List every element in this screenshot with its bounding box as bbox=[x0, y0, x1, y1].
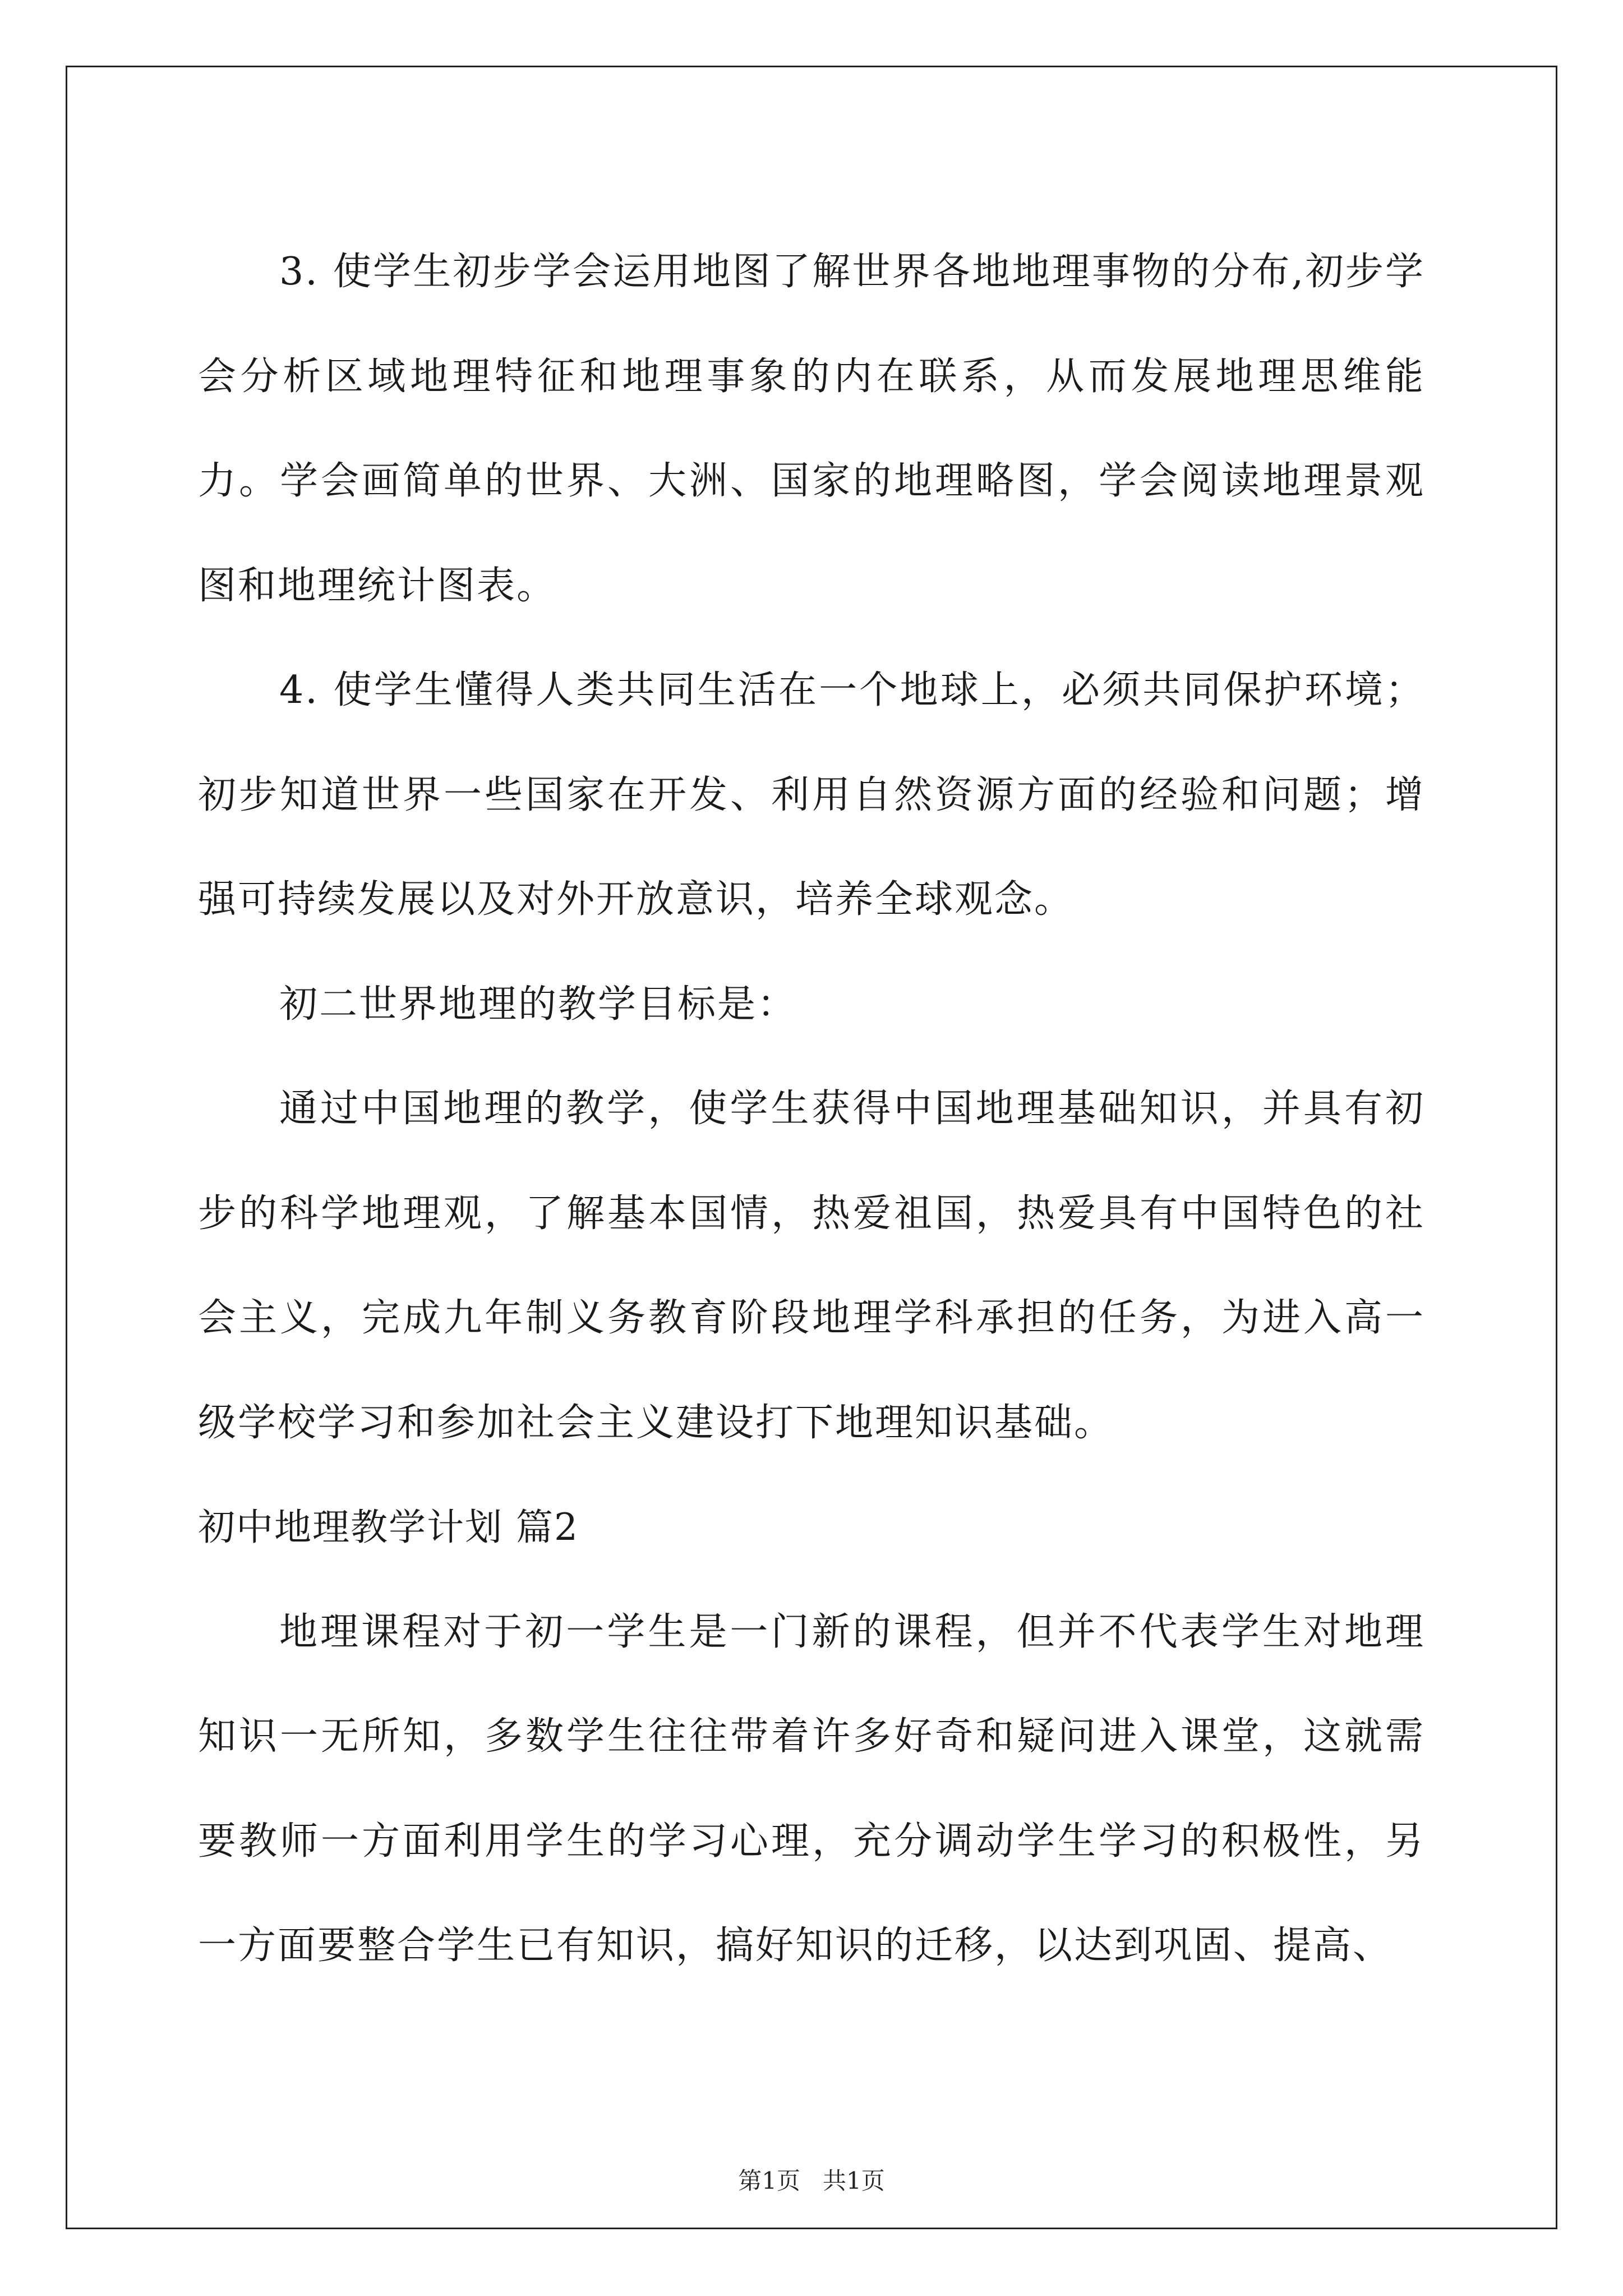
paragraph-course-intro: 地理课程对于初一学生是一门新的课程，但并不代表学生对地理知识一无所知，多数学生往往带着许多好奇和疑问进入课堂，这就需要教师一方面利用学生的学习心理，充分调动学生学习的积极性，另一方面要整合学生已有知识，搞好知识的迁移，以达到巩固、提高、 bbox=[198, 1609, 1425, 1968]
page-number-current: 第1页 bbox=[738, 2167, 800, 2194]
paragraph-objective-4: 4. 使学生懂得人类共同生活在一个地球上，必须共同保护环境；初步知道世界一些国家在开发、利用自然资源方面的经验和问题；增强可持续发展以及对外开放意识，培养全球观念。 bbox=[198, 668, 1425, 922]
page-footer bbox=[0, 2164, 1623, 2198]
paragraph-china-geography: 通过中国地理的教学，使学生获得中国地理基础知识，并具有初步的科学地理观，了解基本国情，热爱祖国，热爱具有中国特色的社会主义，完成九年制义务教育阶段地理学科承担的任务，为进入高一级学校学习和参加社会主义建设打下地理知识基础。 bbox=[198, 1087, 1425, 1445]
document-body bbox=[198, 220, 1425, 1999]
paragraph-grade2-intro: 初二世界地理的教学目标是： bbox=[279, 982, 797, 1027]
section-heading: 初中地理教学计划 篇2 bbox=[198, 1506, 579, 1549]
page-number-total: 共1页 bbox=[823, 2167, 885, 2194]
paragraph-objective-3: 3. 使学生初步学会运用地图了解世界各地地理事物的分布,初步学会分析区域地理特征和地理事象的内在联系，从而发展地理思维能力。学会画简单的世界、大洲、国家的地理略图，学会阅读地理景观图和地理统计图表。 bbox=[198, 250, 1425, 608]
